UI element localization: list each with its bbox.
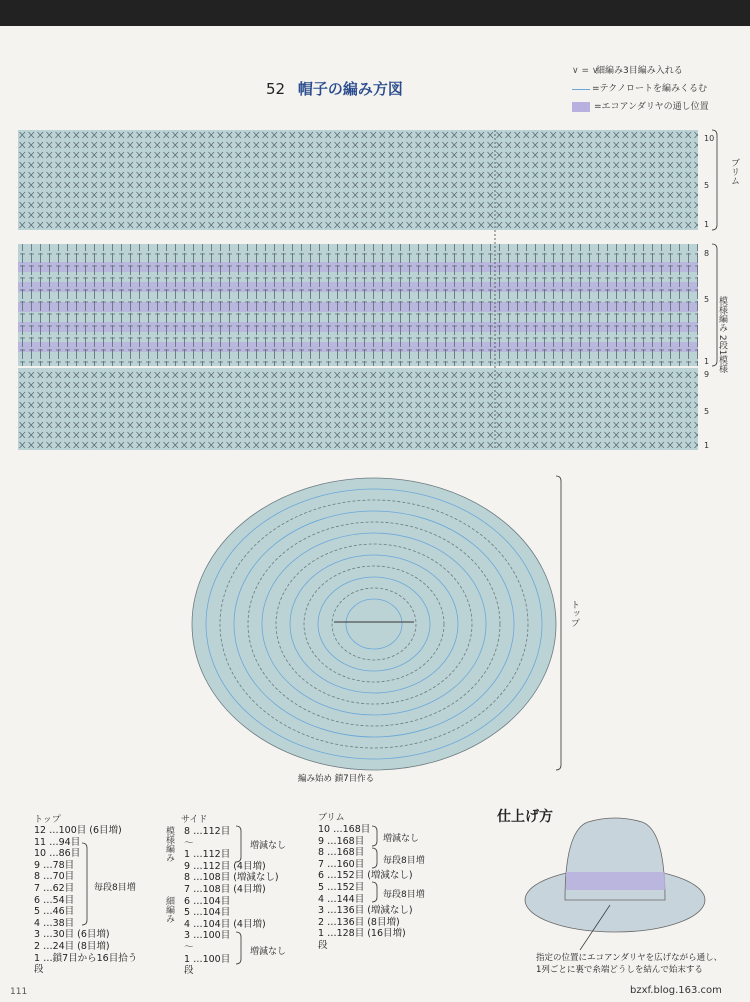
table-row: 10 …168目 <box>318 824 371 835</box>
table-row: 2 …24目 (8目増) <box>34 940 110 952</box>
table-row: 1 …鎖7目から16目拾う <box>34 952 138 964</box>
table-row: 12 …100目 (6目増) <box>34 825 122 836</box>
table-row: 9 …78目 <box>34 859 75 871</box>
row-number: 5 <box>704 295 710 304</box>
pattern-number: 52 <box>266 80 286 98</box>
finishing-note-line2: 1列ごとに裏で糸端どうしを結んで始末する <box>536 965 703 975</box>
row-number: 5 <box>704 181 710 190</box>
row-number: 9 <box>704 370 710 379</box>
blog-watermark: bzxf.blog.163.com <box>630 985 722 996</box>
finishing-note <box>536 952 722 976</box>
pattern-title: 帽子の編み方図 <box>297 80 403 98</box>
table-row: 11 …94目 <box>34 836 81 848</box>
table-row: 6 …152目 (増減なし) <box>318 870 413 882</box>
side-group2-label: 細編み <box>164 896 174 923</box>
table-row: 8 …168目 <box>318 847 365 859</box>
chart-blocks <box>18 130 698 450</box>
table-row: 6 …54目 <box>34 894 75 906</box>
table-row: 5 …104目 <box>184 907 231 919</box>
table-row: 4 …144目 <box>318 893 365 905</box>
side-group1-label: 模様編み <box>164 826 174 862</box>
table-row: 7 …108目 (4目増) <box>184 883 266 895</box>
table-row: 3 …30目 (6目増) <box>34 929 110 941</box>
table-row: 2 …136目 (8目増) <box>318 916 400 928</box>
hat-band <box>566 872 665 890</box>
side-table-heading: サイド <box>181 815 208 825</box>
table-row: 4 …38目 <box>34 917 75 929</box>
table-row: 9 …168目 <box>318 835 365 847</box>
table-row: 3 …100目 <box>184 930 231 942</box>
table-row: 6 …104目 <box>184 895 231 907</box>
finishing-heading: 仕上げ方 <box>497 809 553 825</box>
table-row: 〜 <box>184 837 194 849</box>
row-number: 10 <box>704 134 715 143</box>
table-row: 10 …86目 <box>34 848 81 860</box>
row-number: 5 <box>704 407 710 416</box>
brim-note-b: 毎段8目増 <box>383 856 425 866</box>
top-label: トップ <box>569 600 579 627</box>
table-row: 9 …112目 (4目増) <box>184 860 266 872</box>
table-row: 〜 <box>184 941 194 953</box>
row-number: 1 <box>704 357 710 366</box>
finishing-note-line1: 指定の位置にエコアンダリヤを広げながら通し、 <box>536 953 723 963</box>
table-row: 1 …112目 <box>184 849 231 861</box>
pattern-stitches <box>18 244 698 366</box>
hat-illustration <box>525 818 705 950</box>
start-note: 編み始め 鎖7目作る <box>298 774 375 784</box>
legend-label: =テクノロートを編みくるむ <box>592 84 708 94</box>
top-oval-chart <box>192 478 556 770</box>
table-row: 8 …108目 (増減なし) <box>184 872 279 884</box>
table-row: 8 …70目 <box>34 871 75 883</box>
table-row: 段 <box>318 939 328 951</box>
top-table <box>34 825 137 976</box>
brace <box>556 476 561 770</box>
top-brace-note: 毎段8目増 <box>94 883 136 893</box>
brim-note-a: 増減なし <box>383 834 420 844</box>
top-table-heading: トップ <box>34 815 61 825</box>
table-row: 4 …104目 (4目増) <box>184 918 266 930</box>
legend-label: =エコアンダリヤの通し位置 <box>594 102 709 112</box>
table-row: 3 …136目 (増減なし) <box>318 905 413 917</box>
row-number: 1 <box>704 220 710 229</box>
side-note-a: 増減なし <box>250 841 287 851</box>
table-row: 段 <box>184 965 194 977</box>
table-row: 段 <box>34 964 44 976</box>
brace <box>712 130 717 230</box>
table-row: 8 …112目 <box>184 826 231 837</box>
v-symbol-icon: ∨ = ∨ <box>572 66 599 76</box>
table-row: 7 …160目 <box>318 858 365 870</box>
table-row: 7 …62目 <box>34 882 75 894</box>
brim-table-heading: ブリム <box>318 813 345 823</box>
row-number: 8 <box>704 249 710 258</box>
sc-stitches <box>18 368 698 450</box>
table-row: 5 …46目 <box>34 906 75 918</box>
brim-label: ブリム <box>729 158 739 185</box>
page-number: 111 <box>10 987 28 997</box>
table-row: 5 …152目 <box>318 881 365 893</box>
row-number: 1 <box>704 441 710 450</box>
brim-note-c: 毎段8目増 <box>383 890 425 900</box>
table-row: 1 …128目 (16目増) <box>318 928 406 940</box>
oval-outer <box>192 478 556 770</box>
table-row: 1 …100目 <box>184 953 231 965</box>
side-note-b: 増減なし <box>250 947 287 957</box>
pattern-label: 模様編み 2段1模様 <box>717 296 727 374</box>
brim-stitches <box>18 130 698 230</box>
legend-label: 細編み3目編み入れる <box>596 66 683 76</box>
